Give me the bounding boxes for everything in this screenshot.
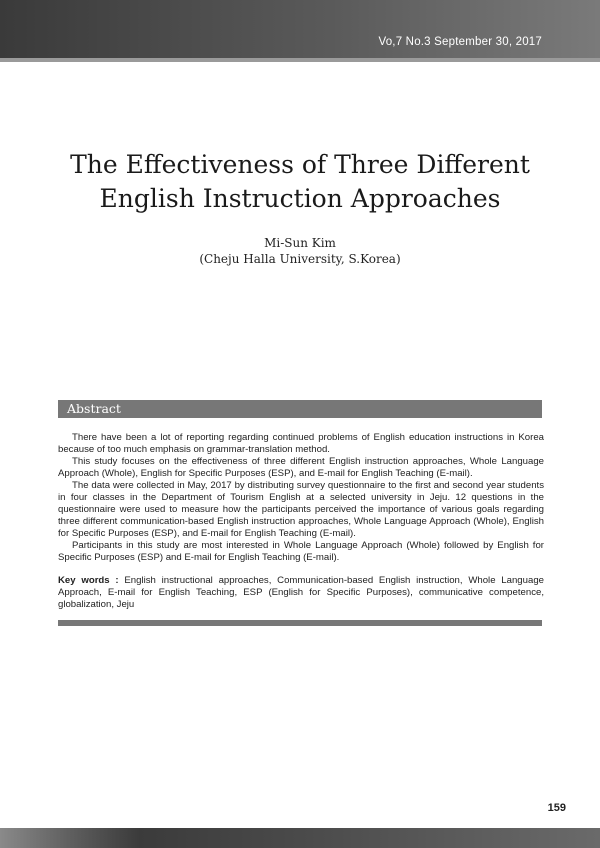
header-stripe — [0, 58, 600, 62]
header-band — [0, 0, 600, 58]
page-number: 159 — [547, 802, 566, 814]
abstract-paragraph: There have been a lot of reporting regarding continued problems of English education instructions in Korea because of too much emphasis on grammar-translation method. — [58, 432, 544, 455]
keywords-text: English instructional approaches, Communication-based English instruction, Whole Language Approach, E-mail for English Teaching, ESP (English for Specific Purposes), communicative competence, globalization, Jeju — [58, 575, 544, 610]
abstract-heading: Abstract — [67, 401, 121, 416]
title-line-2: English Instruction Approaches — [99, 184, 501, 213]
article-title — [40, 148, 560, 216]
title-line-1: The Effectiveness of Three Different — [70, 150, 530, 179]
section-divider — [58, 620, 542, 626]
footer-accent — [0, 828, 140, 848]
author-name: Mi-Sun Kim — [264, 236, 336, 250]
issue-info: Vo,7 No.3 September 30, 2017 — [378, 36, 542, 48]
abstract-paragraph: This study focuses on the effectiveness of three different English instruction approaches, Whole Language Approach (Whole), English for Specific Purposes (ESP), and E-mail for English Teaching (E-mail). — [58, 456, 544, 479]
author-block — [40, 235, 560, 267]
abstract-heading-bar — [58, 400, 542, 418]
author-affiliation: (Cheju Halla University, S.Korea) — [199, 252, 401, 266]
abstract-paragraph: The data were collected in May, 2017 by distributing survey questionnaire to the first and second year students in four classes in the Department of Tourism English at a selected university in Jeju. 12 questions in the questionnaire were used to measure how the participants perceived the importance of various goals regarding three different communication-based English instruction approaches, Whole Language Approach (Whole), English for Specific Purposes (ESP), and E-mail for English Teaching (E-mail). — [58, 480, 544, 539]
abstract-paragraph: Participants in this study are most interested in Whole Language Approach (Whole) followed by English for Specific Purposes (ESP) and E-mail for English Teaching (E-mail). — [58, 540, 544, 563]
abstract-body — [58, 432, 544, 564]
keywords-label: Key words : — [58, 575, 119, 586]
keywords — [58, 575, 544, 611]
